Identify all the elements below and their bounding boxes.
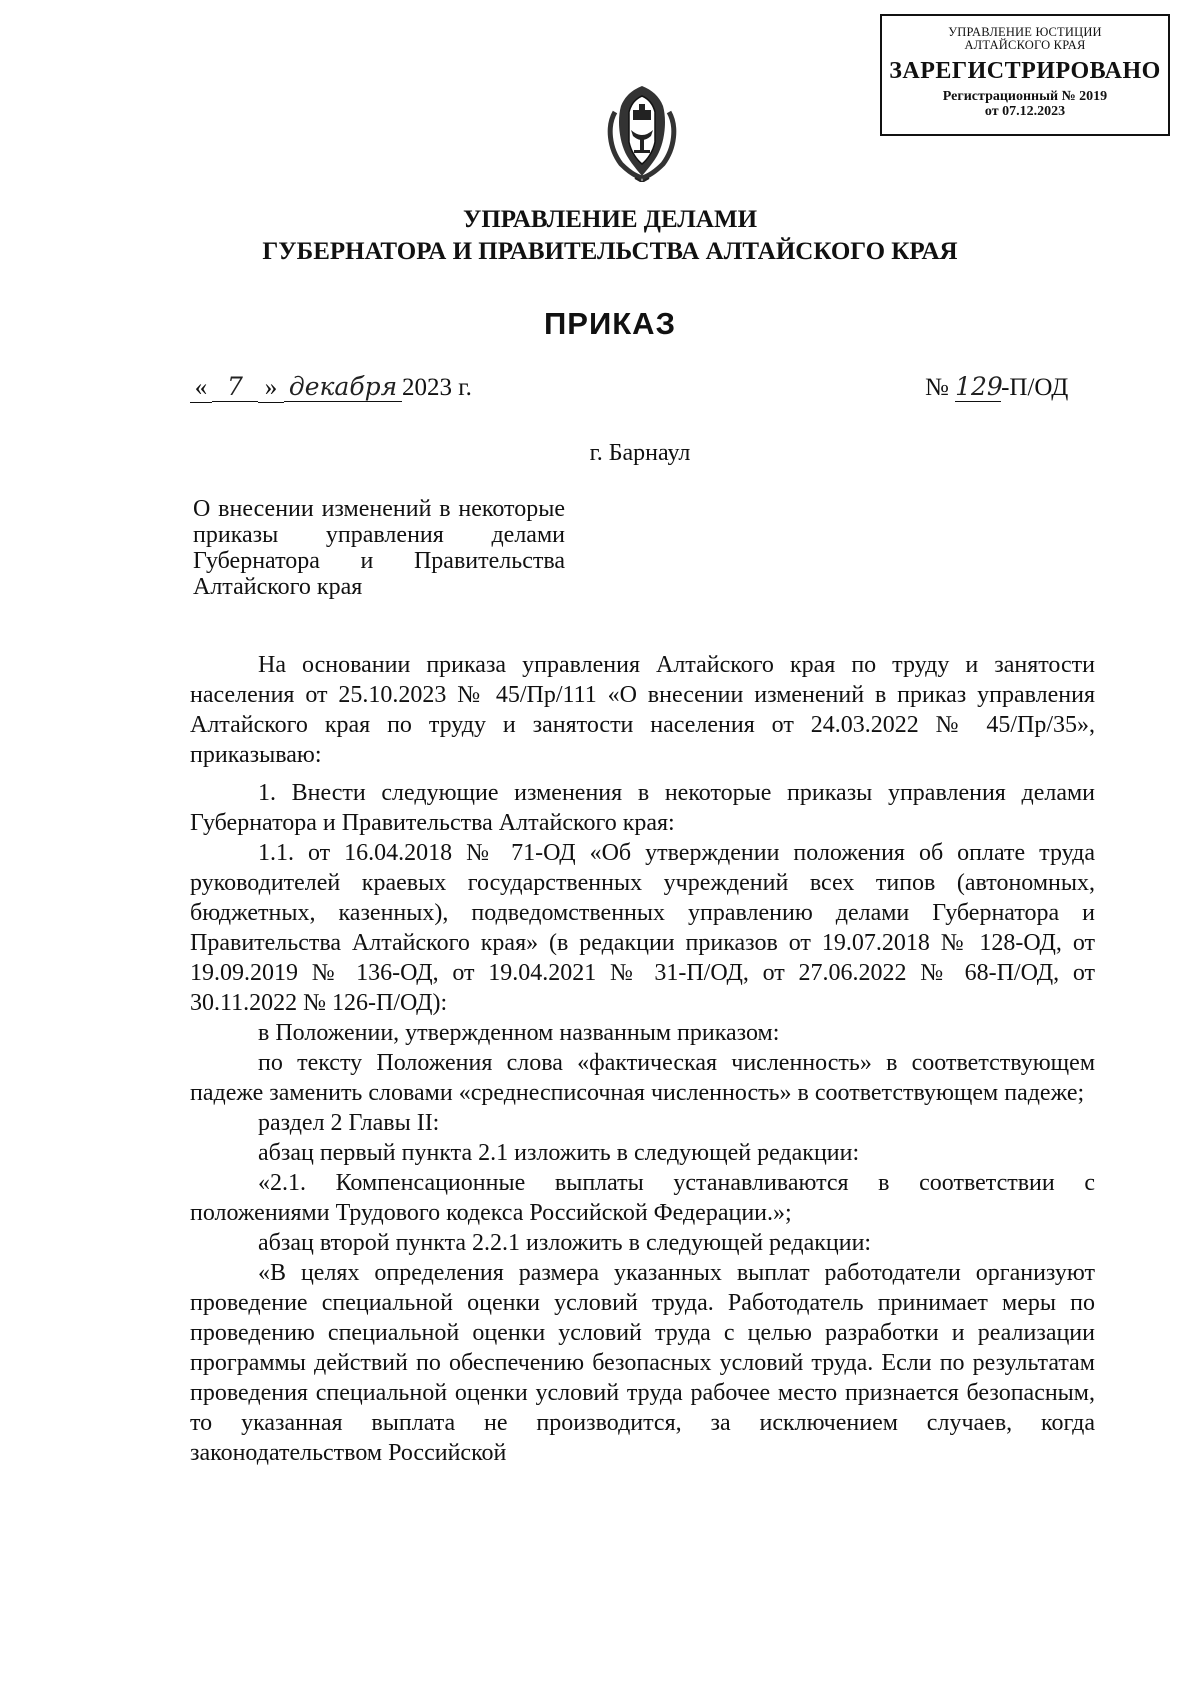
stamp-title: ЗАРЕГИСТРИРОВАНО <box>889 58 1161 84</box>
number-suffix: -П/ОД <box>1001 374 1069 401</box>
paragraph: абзац первый пункта 2.1 изложить в следующей редакции: <box>258 1140 860 1166</box>
agency-line2: ГУБЕРНАТОРА И ПРАВИТЕЛЬСТВА АЛТАЙСКОГО КРАЯ <box>262 238 958 265</box>
paragraph: На основании приказа управления Алтайского края по труду и занятости населения от 25.10.2023 № 45/Пр/111 «О внесении изменений в приказ управления Алтайского края по труду и занятости населения от 24.03.2022 № 45/Пр/35», приказываю: <box>190 652 1095 768</box>
stamp-organization <box>882 26 1168 52</box>
stamp-org-line2: АЛТАЙСКОГО КРАЯ <box>964 38 1086 52</box>
paragraph: 1.1. от 16.04.2018 № 71-ОД «Об утверждении положения об оплате труда руководителей краевых государственных учреждений всех типов (автономных, бюджетных, казенных), подведомственных управлению делами Губернатора и Правительства Алтайского края» (в редакции приказов от 19.07.2018 № 128-ОД, от 19.09.2019 № 136-ОД, от 19.04.2021 № 31-П/ОД, от 27.06.2022 № 68-П/ОД, от 30.11.2022 № 126-П/ОД): <box>190 840 1095 1016</box>
document-subject: О внесении изменений в некоторые приказы управления делами Губернатора и Правительства Алтайского края <box>193 496 565 600</box>
date-month: декабря <box>284 373 402 402</box>
paragraph: «2.1. Компенсационные выплаты устанавливаются в соответствии с положениями Трудового кодекса Российской Федерации.»; <box>190 1170 1095 1226</box>
paragraph: 1. Внести следующие изменения в некоторые приказы управления делами Губернатора и Правительства Алтайского края: <box>190 780 1095 836</box>
stamp-reg-number: Регистрационный № 2019 <box>942 89 1108 104</box>
date-day: 7 <box>212 373 258 402</box>
agency-name <box>0 204 1200 268</box>
number-prefix: № <box>925 374 949 401</box>
date-open-quote: « <box>190 374 212 403</box>
paragraph: «В целях определения размера указанных выплат работодатели организуют проведение специальной оценки условий труда. Работодатель принимает меры по проведению специальной оценки условий труда с целью разработки и реализации программы действий по обеспечению безопасных условий труда. Если по результатам проведения специальной оценки условий труда рабочее место признается безопасным, то указанная выплата не производится, за исключением случаев, когда законодательством Российской <box>190 1260 1095 1466</box>
document-number <box>925 373 1068 402</box>
date-year: 2023 г. <box>402 374 472 401</box>
date-close-quote: » <box>258 374 284 403</box>
document-type: ПРИКАЗ <box>544 306 676 341</box>
city: г. Барнаул <box>589 440 691 466</box>
paragraph: в Положении, утвержденном названным приказом: <box>258 1020 780 1046</box>
number-handwritten: 129 <box>955 372 1003 401</box>
stamp-org-line1: УПРАВЛЕНИЕ ЮСТИЦИИ <box>948 25 1102 39</box>
document-date <box>190 373 472 403</box>
registration-stamp <box>880 14 1170 136</box>
coat-of-arms-icon <box>597 82 687 182</box>
stamp-reg-date: от 07.12.2023 <box>984 104 1066 119</box>
stamp-registration <box>882 89 1168 119</box>
agency-line1: УПРАВЛЕНИЕ ДЕЛАМИ <box>462 206 758 233</box>
paragraph: абзац второй пункта 2.2.1 изложить в следующей редакции: <box>258 1230 872 1256</box>
paragraph: по тексту Положения слова «фактическая численность» в соответствующем падеже заменить словами «среднесписочная численность» в соответствующем падеже; <box>190 1050 1095 1106</box>
document-body <box>190 650 1095 1468</box>
paragraph: раздел 2 Главы II: <box>258 1110 440 1136</box>
